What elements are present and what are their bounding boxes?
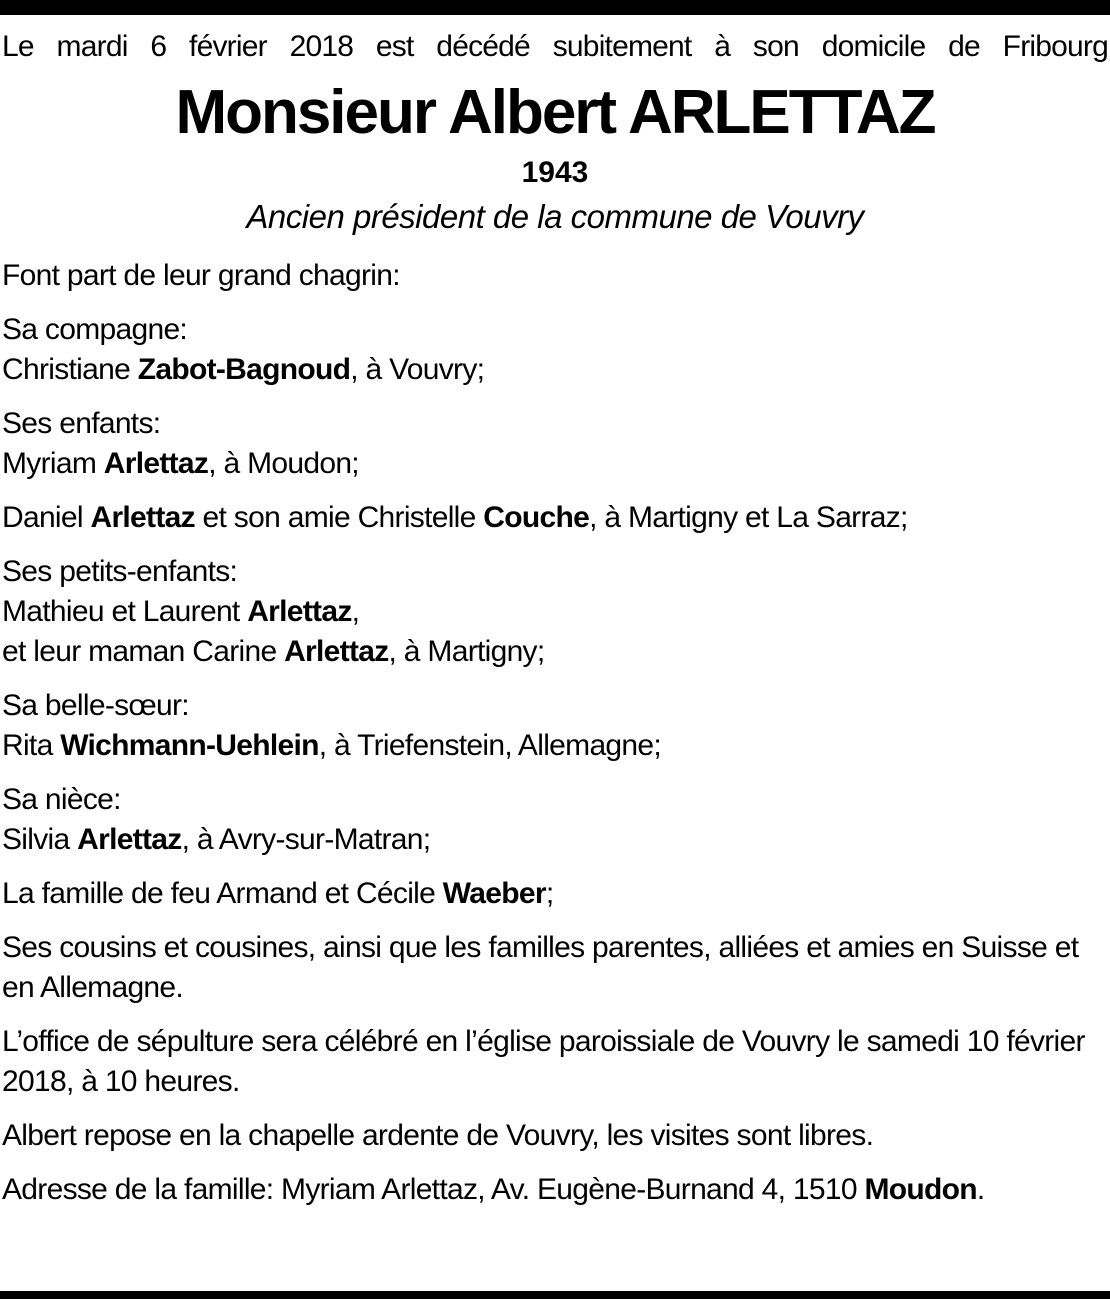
notice-line <box>2 498 1108 538</box>
name-emphasis: Waeber <box>442 877 546 910</box>
notice-line <box>2 726 1108 766</box>
name-emphasis: Arlettaz <box>77 823 182 856</box>
birth-year: 1943 <box>521 156 589 189</box>
text-segment: Daniel <box>2 501 91 534</box>
notice-line <box>2 686 1108 726</box>
notice-paragraph <box>2 686 1108 766</box>
name-emphasis: Arlettaz <box>247 595 352 628</box>
notice-line <box>2 820 1108 860</box>
text-segment: Myriam <box>2 447 104 480</box>
bottom-rule <box>0 1291 1110 1299</box>
deceased-name: Monsieur Albert ARLETTAZ <box>175 78 935 147</box>
name-emphasis: Arlettaz <box>284 635 389 668</box>
notice-line <box>2 552 1108 592</box>
text-segment: Sa nièce: <box>2 783 121 816</box>
notice-line <box>2 592 1108 632</box>
notice-line <box>2 1170 1108 1210</box>
top-rule <box>0 0 1110 15</box>
text-segment: , à Vouvry; <box>350 353 485 386</box>
name-emphasis: Zabot-Bagnoud <box>137 353 351 386</box>
text-segment: , à Avry-sur-Matran; <box>181 823 431 856</box>
text-segment: Font part de leur grand chagrin: <box>2 259 400 292</box>
notice-line <box>2 256 1108 296</box>
notice-paragraph <box>2 404 1108 484</box>
notice-paragraph <box>2 256 1108 296</box>
text-segment: , à Martigny et La Sarraz; <box>589 501 908 534</box>
text-segment: Sa compagne: <box>2 313 188 346</box>
notice-line <box>2 404 1108 444</box>
deceased-role: Ancien président de la commune de Vouvry <box>246 198 864 235</box>
notice-paragraph <box>2 552 1108 672</box>
notice-paragraph <box>2 1170 1108 1210</box>
notice-line <box>2 350 1108 390</box>
intro-line: Le mardi 6 février 2018 est décédé subitement à son domicile de Fribourg <box>2 30 1108 63</box>
text-segment: Ses cousins et cousines, ainsi que les familles parentes, alliées et amies en Suisse et en Allemagne. <box>2 931 1079 1004</box>
notice-line <box>2 1116 1108 1156</box>
name-emphasis: Arlettaz <box>90 501 195 534</box>
text-segment: Rita <box>2 729 61 762</box>
notice-line <box>2 780 1108 820</box>
text-segment: et leur maman Carine <box>2 635 285 668</box>
notice-line <box>2 1022 1108 1102</box>
text-segment: et son amie Christelle <box>194 501 484 534</box>
text-segment: Albert repose en la chapelle ardente de Vouvry, les visites sont libres. <box>2 1119 874 1152</box>
notice-line <box>2 632 1108 672</box>
notice-paragraph <box>2 874 1108 914</box>
notice-line <box>2 444 1108 484</box>
notice-line <box>2 310 1108 350</box>
text-segment: , à Triefenstein, Allemagne; <box>318 729 662 762</box>
text-segment: Ses petits-enfants: <box>2 555 238 588</box>
notice-paragraph <box>2 780 1108 860</box>
text-segment: Sa belle-sœur: <box>2 689 189 722</box>
notice-paragraph <box>2 310 1108 390</box>
notice-line <box>2 928 1108 1008</box>
text-segment: Christiane <box>2 353 138 386</box>
name-emphasis: Couche <box>483 501 590 534</box>
text-segment: L’office de sépulture sera célébré en l’église paroissiale de Vouvry le samedi 10 février 2018, à 10 heures. <box>2 1025 1085 1098</box>
notice-paragraph <box>2 498 1108 538</box>
text-segment: Ses enfants: <box>2 407 161 440</box>
text-segment: Silvia <box>2 823 78 856</box>
text-segment: , <box>351 595 360 628</box>
text-segment: , à Martigny; <box>388 635 545 668</box>
text-segment: ; <box>545 877 554 910</box>
notice-paragraph <box>2 928 1108 1008</box>
notice-paragraph <box>2 1022 1108 1102</box>
text-segment: Adresse de la famille: Myriam Arlettaz, Av. Eugène-Burnand 4, 1510 <box>2 1173 865 1206</box>
notice-body <box>2 256 1108 1210</box>
name-emphasis: Wichmann-Uehlein <box>60 729 319 762</box>
text-segment: , à Moudon; <box>208 447 359 480</box>
text-segment: La famille de feu Armand et Cécile <box>2 877 443 910</box>
text-segment: . <box>976 1173 985 1206</box>
notice-line <box>2 874 1108 914</box>
notice-paragraph <box>2 1116 1108 1156</box>
text-segment: Mathieu et Laurent <box>2 595 248 628</box>
name-emphasis: Moudon <box>864 1173 977 1206</box>
name-emphasis: Arlettaz <box>103 447 209 480</box>
